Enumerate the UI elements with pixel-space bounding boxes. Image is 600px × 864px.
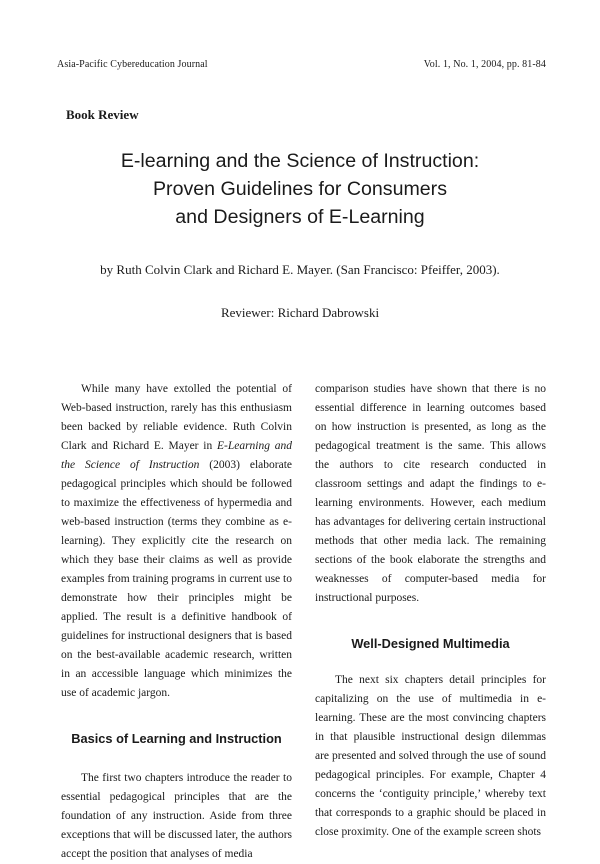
multimedia-paragraph: The next six chapters detail principles for capitalizing on the use of multimedia in e-learning. These are the most convincing chapters in that plausible instructional design dilemmas are presented and solved through the use of sound pedagogical principles. For example, Chapter 4 concerns the ‘contiguity principle,’ whereby text that corresponds to a graphic should be placed in close proximity. One of the example screen shots — [315, 674, 546, 838]
continuation-paragraph: comparison studies have shown that there is no essential difference in learning outcomes based on how instruction is presented, as long as the pedagogical treatment is the same. This allows the authors to cite research conducted in classroom settings and adapt the findings to e-learning environments. However, each medium has advantages for delivering certain instructional methods that other media lack. The remaining sections of the book elaborate the strengths and weaknesses of computer-based media for instructional purposes. — [315, 383, 546, 604]
title-line-2: Proven Guidelines for Consumers — [152, 178, 448, 200]
right-column — [315, 380, 546, 842]
title-line-3: and Designers of E-Learning — [175, 206, 425, 228]
issue-citation: Vol. 1, No. 1, 2004, pp. 81-84 — [423, 59, 546, 70]
section-label: Book Review — [66, 107, 139, 122]
article-title — [0, 147, 600, 231]
intro-book-title: E-Learning and the Science of Instruction — [61, 440, 293, 471]
reviewer-line: Reviewer: Richard Dabrowski — [220, 305, 380, 320]
left-column — [61, 380, 292, 864]
title-line-1: E-learning and the Science of Instruction: — [120, 150, 480, 172]
basics-paragraph: The first two chapters introduce the reader to essential pedagogical principles that are the foundation of any instruction. Aside from three exceptions that will be discussed later, the authors accept the position that analyses of media — [61, 772, 292, 860]
intro-text-a: While many have extolled the potential of Web-based instruction, rarely has this enthusiasm been backed by reliable evidence. Ruth Colvin Clark and Richard E. Mayer in — [61, 383, 292, 452]
book-byline: by Ruth Colvin Clark and Richard E. Mayer. (San Francisco: Pfeiffer, 2003). — [100, 262, 500, 277]
intro-paragraph — [61, 380, 292, 703]
heading-multimedia: Well-Designed Multimedia — [351, 636, 510, 651]
journal-name: Asia-Pacific Cybereducation Journal — [57, 59, 208, 70]
intro-text-b: (2003) elaborate pedagogical principles which should be followed to maximize the effectiveness of hypermedia and web-based instruction (terms they combine as e-learning). They explicitly cite the research on which they base their claims as well as provide examples from training programs in current use to demonstrate how their principles might be applied. The result is a definitive handbook of guidelines for instructional designers that is based on the best-available academic research, written in an accessible language which minimizes the use of academic jargon. — [61, 459, 293, 699]
heading-basics: Basics of Learning and Instruction — [71, 731, 282, 746]
